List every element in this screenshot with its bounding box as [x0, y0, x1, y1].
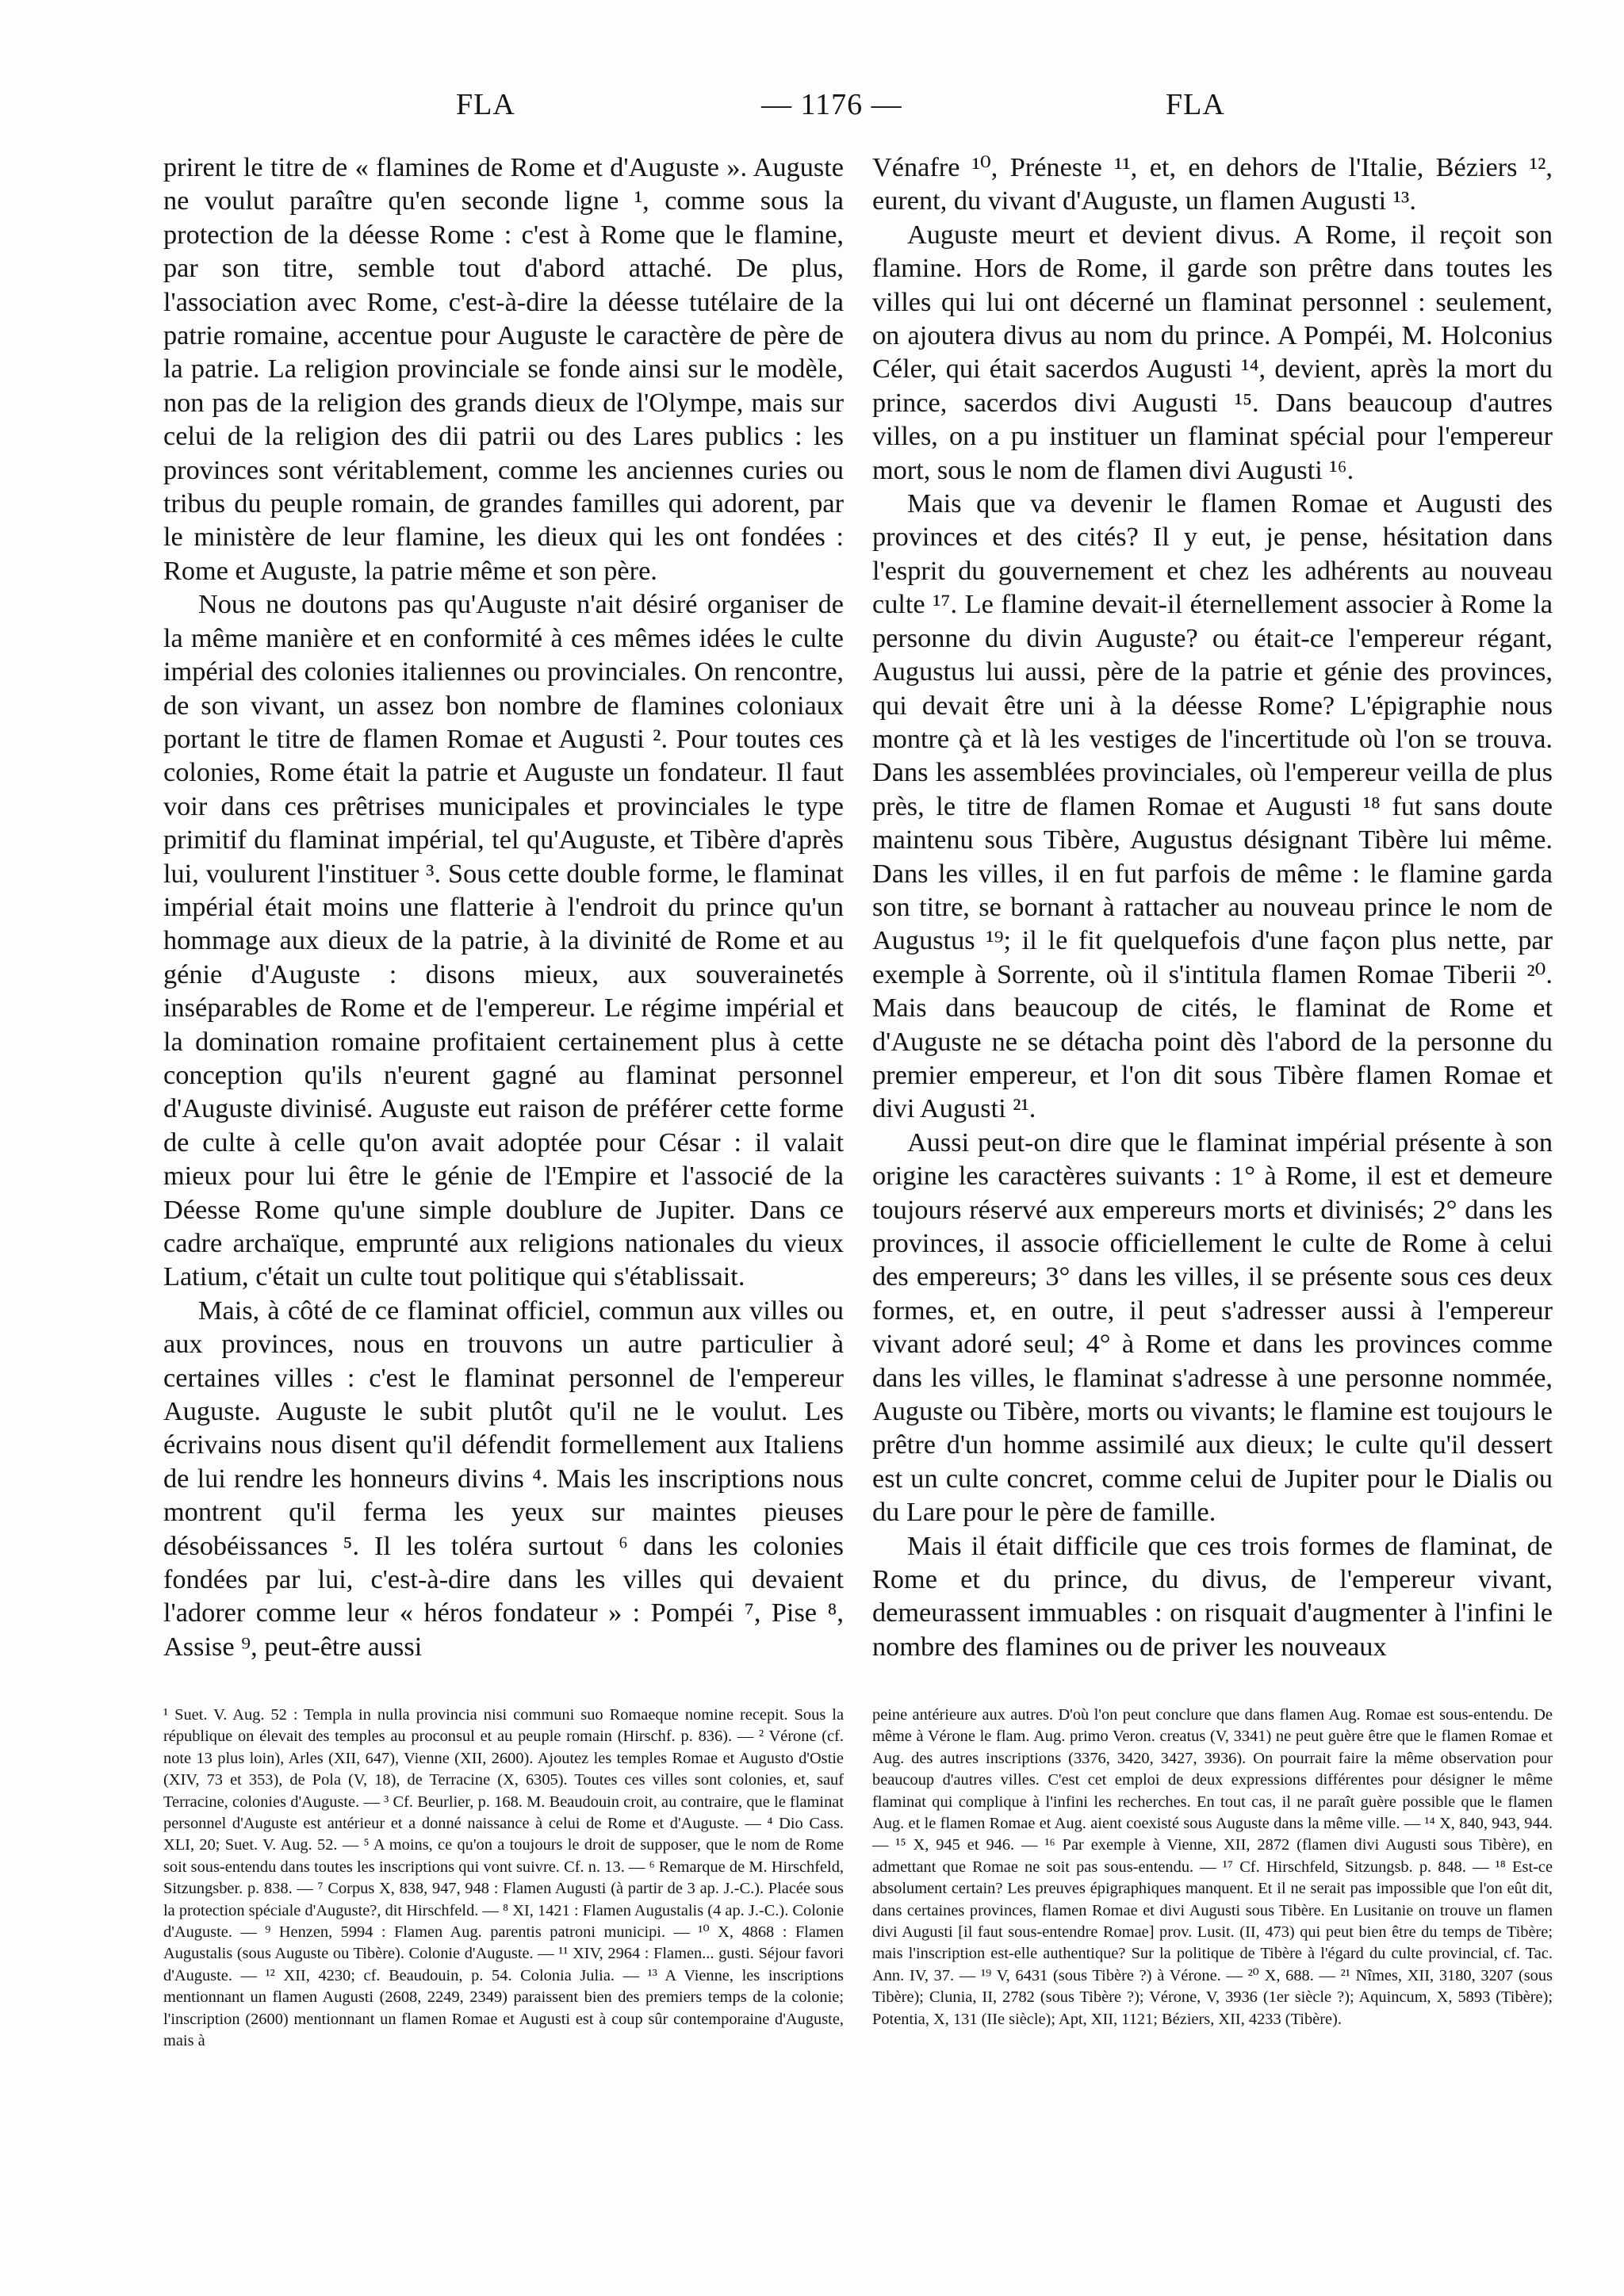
- paragraph: Mais il était difficile que ces trois formes de flaminat, de Rome et du prince, du divus, de l'empereur vivant, demeurassent immuables : on risquait d'augmenter à l'infini le nombre des flamines ou de priver les nouveaux: [872, 1530, 1553, 1662]
- running-head-left: FLA: [456, 88, 515, 121]
- right-column: [872, 151, 1553, 1663]
- paragraph: Nous ne doutons pas qu'Auguste n'ait désiré organiser de la même manière et en conformité à ces mêmes idées le culte impérial des colonies italiennes ou provinciales. On rencontre, de son vivant, un assez bon nombre de flamines coloniaux portant le titre de flamen Romae et Augusti ². Pour toutes ces colonies, Rome était la patrie et Auguste un fondateur. Il faut voir dans ces prêtrises municipales et provinciales le type primitif du flaminat impérial, tel qu'Auguste, et Tibère d'après lui, voulurent l'instituer ³. Sous cette double forme, le flaminat impérial était moins une flatterie à l'endroit du prince qu'un hommage aux dieux de la patrie, à la divinité de Rome et au génie d'Auguste : disons mieux, aux souverainetés inséparables de Rome et de l'empereur. Le régime impérial et la domination romaine profitaient certainement plus à cette conception qu'ils n'eurent gagné au flaminat personnel d'Auguste divinisé. Auguste eut raison de préférer cette forme de culte à celle qu'on avait adoptée pour César : il valait mieux pour lui être le génie de l'Empire et l'associé de la Déesse Rome qu'une simple doublure de Jupiter. Dans ce cadre archaïque, emprunté aux religions nationales du vieux Latium, c'était un culte tout politique qui s'établissait.: [163, 589, 844, 1292]
- footnotes-left: [163, 1705, 844, 2053]
- paragraph: Auguste meurt et devient divus. A Rome, il reçoit son flamine. Hors de Rome, il garde son prêtre dans toutes les villes qui lui ont décerné un flaminat personnel : seulement, on ajoutera divus au nom du prince. A Pompéi, M. Holconius Céler, qui était sacerdos Augusti ¹⁴, devient, après la mort du prince, sacerdos divi Augusti ¹⁵. Dans beaucoup d'autres villes, on a pu instituer un flaminat spécial pour l'empereur mort, sous le nom de flamen divi Augusti ¹⁶.: [872, 219, 1553, 485]
- left-column: [163, 151, 844, 1663]
- paragraph: prirent le titre de « flamines de Rome et d'Auguste ». Auguste ne voulut paraître qu'en seconde ligne ¹, comme sous la protection de la déesse Rome : c'est à Rome que le flamine, par son titre, semble tout d'abord attaché. De plus, l'association avec Rome, c'est-à-dire la déesse tutélaire de la patrie romaine, accentue pour Auguste le caractère de père de la patrie. La religion provinciale se fonde ainsi sur le modèle, non pas de la religion des grands dieux de l'Olympe, mais sur celui de la religion des dii patrii ou des Lares publics : les provinces sont véritablement, comme les anciennes curies ou tribus du peuple romain, de grandes familles qui adorent, par le ministère de leur flamine, les dieux qui les ont fondées : Rome et Auguste, la patrie même et son père.: [163, 152, 844, 586]
- footnote-block: peine antérieure aux autres. D'où l'on peut conclure que dans flamen Aug. Romae est sous-entendu. De même à Vérone le flam. Aug. primo Veron. creatus (V, 3341) ne peut guère être que le flamen Romae et Aug. des autres inscriptions (3376, 3420, 3427, 3936). On pourrait faire la même observation pour beaucoup d'autres villes. C'est cet emploi de deux expressions différentes pour désigner le même flaminat qui complique à l'infini les recherches. En tout cas, il ne paraît guère possible que le flamen Aug. et le flamen Romae et Aug. aient coexisté sous Auguste dans la même ville. — ¹⁴ X, 840, 943, 944. — ¹⁵ X, 945 et 946. — ¹⁶ Par exemple à Vienne, XII, 2872 (flamen divi Augusti sous Tibère), en admettant que Romae ne soit pas sous-entendu. — ¹⁷ Cf. Hirschfeld, Sitzungsb. p. 848. — ¹⁸ Est-ce absolument certain? Les preuves épigraphiques manquent. Et il ne serait pas impossible que l'on eût dit, dans certaines provinces, flamen Romae et divi Augusti sous Tibère. En Lusitanie on trouve un flamen divi Augusti [il faut sous-entendre Romae] prov. Lusit. (II, 473) qui peut bien être du temps de Tibère; mais l'inscription est-elle authentique? Sur la politique de Tibère à l'égard du culte provincial, cf. Tac. Ann. IV, 37. — ¹⁹ V, 6431 (sous Tibère ?) à Vérone. — ²⁰ X, 688. — ²¹ Nîmes, XII, 3180, 3207 (sous Tibère); Clunia, II, 2782 (sous Tibère ?); Vérone, V, 3936 (1er siècle ?); Aquincum, X, 5893 (Tibère); Potentia, X, 131 (IIe siècle); Apt, XII, 1121; Béziers, XII, 4233 (Tibère).: [872, 1706, 1553, 2028]
- paragraph: Aussi peut-on dire que le flaminat impérial présente à son origine les caractères suivants : 1° à Rome, il est et demeure toujours réservé aux empereurs morts et divinisés; 2° dans les provinces, il associe officiellement le culte de Rome à celui des empereurs; 3° dans les villes, il se présente sous ces deux formes, et, en outre, il peut s'adresser aussi à l'empereur vivant adoré seul; 4° à Rome et dans les provinces comme dans les villes, le flaminat s'adresse à une personne nommée, Auguste ou Tibère, morts ou vivants; le flamine est toujours le prêtre d'un homme assimilé aux dieux; le culte qu'il dessert est un culte concret, comme celui de Jupiter pour le Dialis ou du Lare pour le père de famille.: [872, 1127, 1553, 1528]
- running-head-right: FLA: [1166, 88, 1225, 121]
- footnote-block: ¹ Suet. V. Aug. 52 : Templa in nulla provincia nisi communi suo Romaeque nomine recepit. Sous la république on élevait des temples au proconsul et au peuple romain (Hirschf. p. 836). — ² Vérone (cf. note 13 plus loin), Arles (XII, 647), Vienne (XII, 2600). Ajoutez les temples Romae et Augusto d'Ostie (XIV, 73 et 353), de Pola (V, 18), de Terracine (X, 6305). Toutes ces villes sont colonies, et, sauf Terracine, colonies d'Auguste. — ³ Cf. Beurlier, p. 168. M. Beaudouin croit, au contraire, que le flaminat personnel d'Auguste est antérieur et a donné naissance à celui de Rome et d'Auguste. — ⁴ Dio Cass. XLI, 20; Suet. V. Aug. 52. — ⁵ A moins, ce qu'on a toujours le droit de supposer, que le nom de Rome soit sous-entendu dans toutes les inscriptions qui vont suivre. Cf. n. 13. — ⁶ Remarque de M. Hirschfeld, Sitzungsber. p. 838. — ⁷ Corpus X, 838, 947, 948 : Flamen Augusti (à partir de 3 ap. J.-C.). Placée sous la protection spéciale d'Auguste?, dit Hirschfeld. — ⁸ XI, 1421 : Flamen Augustalis (4 ap. J.-C.). Colonie d'Auguste. — ⁹ Henzen, 5994 : Flamen Aug. parentis patroni municipi. — ¹⁰ X, 4868 : Flamen Augustalis (sous Auguste ou Tibère). Colonie d'Auguste. — ¹¹ XIV, 2964 : Flamen... gusti. Séjour favori d'Auguste. — ¹² XII, 4230; cf. Beaudouin, p. 54. Colonia Julia. — ¹³ A Vienne, les inscriptions mentionnant un flamen Augusti (2608, 2249, 2349) paraissent bien des premiers temps de la colonie; l'inscription (2600) mentionnant un flamen Romae et Augusti est à coup sûr contemporaine d'Auguste, mais à: [163, 1706, 844, 2050]
- paragraph: Mais, à côté de ce flaminat officiel, commun aux villes ou aux provinces, nous en trouvons un autre particulier à certaines villes : c'est le flaminat personnel de l'empereur Auguste. Auguste le subit plutôt qu'il ne le voulut. Les écrivains nous disent qu'il défendit formellement aux Italiens de lui rendre les honneurs divins ⁴. Mais les inscriptions nous montrent qu'il ferma les yeux sur maintes pieuses désobéissances ⁵. Il les toléra surtout ⁶ dans les colonies fondées par lui, c'est-à-dire dans les villes qui devaient l'adorer comme leur « héros fondateur » : Pompéi ⁷, Pise ⁸, Assise ⁹, peut-être aussi: [163, 1295, 844, 1662]
- paragraph: Mais que va devenir le flamen Romae et Augusti des provinces et des cités? Il y eut, je pense, hésitation dans l'esprit du gouvernement et chez les adhérents au nouveau culte ¹⁷. Le flamine devait-il éternellement associer à Rome la personne du divin Auguste? ou était-ce l'empereur régant, Augustus lui aussi, père de la patrie et génie des provinces, qui devait être uni à la déesse Rome? L'épigraphie nous montre çà et là les vestiges de l'incertitude où l'on se trouva. Dans les assemblées provinciales, où l'empereur veilla de plus près, le titre de flamen Romae et Augusti ¹⁸ fut sans doute maintenu sous Tibère, Augustus désignant Tibère lui même. Dans les villes, il en fut parfois de même : le flamine garda son titre, se bornant à rattacher au nouveau prince le nom de Augustus ¹⁹; il le fit quelquefois d'une façon plus nette, par exemple à Sorrente, où il s'intitula flamen Romae Tiberii ²⁰. Mais dans beaucoup de cités, le flaminat de Rome et d'Auguste ne se détacha point dès l'abord de la personne du premier empereur, et l'on dit sous Tibère flamen Romae et divi Augusti ²¹.: [872, 488, 1553, 1124]
- page-number: — 1176 —: [761, 88, 902, 121]
- paragraph: Vénafre ¹⁰, Préneste ¹¹, et, en dehors de l'Italie, Béziers ¹², eurent, du vivant d'Auguste, un flamen Augusti ¹³.: [872, 152, 1553, 216]
- footnotes-right: [872, 1705, 1553, 2030]
